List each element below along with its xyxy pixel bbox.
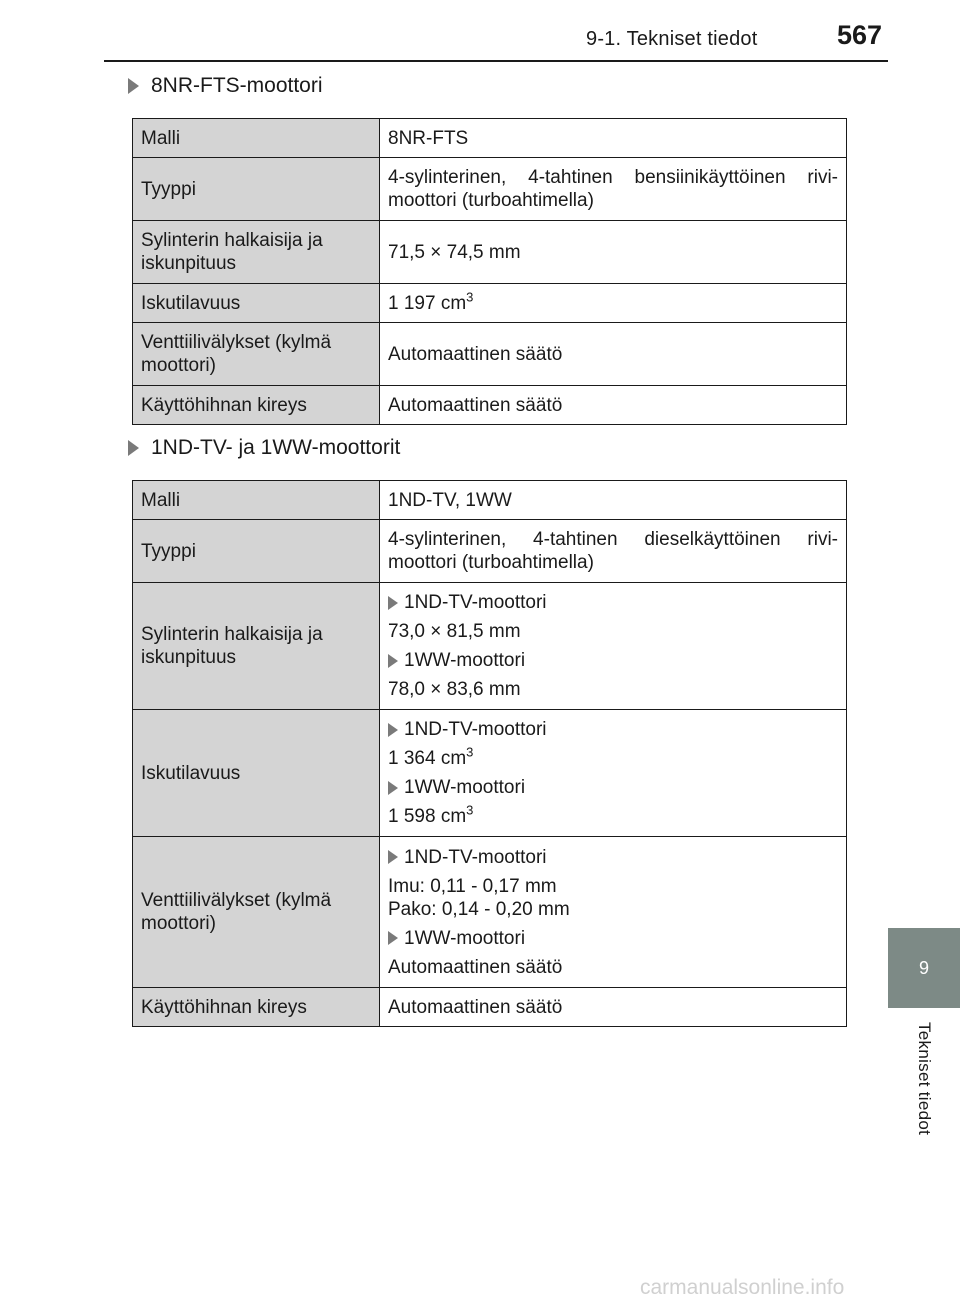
row-value xyxy=(380,837,847,988)
chapter-tab xyxy=(888,928,960,1008)
row-value xyxy=(380,284,847,323)
displacement-value: 1 598 cm xyxy=(388,806,467,827)
table-row xyxy=(133,988,847,1027)
engine-name: 1WW-moottori xyxy=(404,927,526,949)
table-row xyxy=(133,583,847,710)
chapter-side-label-text: Tekniset tiedot xyxy=(915,1022,934,1136)
intake-clearance: Imu: 0,11 - 0,17 mm xyxy=(388,875,557,897)
triangle-bullet-icon xyxy=(388,723,398,737)
section-heading-text: 1ND-TV- ja 1WW-moottorit xyxy=(151,436,401,459)
row-value: Automaattinen säätö xyxy=(380,988,847,1027)
row-label: Iskutilavuus xyxy=(133,284,380,323)
header-divider xyxy=(104,60,888,62)
engine-subheading xyxy=(388,927,838,950)
triangle-bullet-icon xyxy=(388,596,398,610)
section-heading-1nd-1ww xyxy=(128,436,400,460)
triangle-bullet-icon xyxy=(388,931,398,945)
row-value: 4-sylinterinen, 4-tahtinen bensiinikäyttöinen rivi-moottori (turboahtimella) xyxy=(380,158,847,221)
triangle-bullet-icon xyxy=(128,78,139,94)
watermark: carmanualsonline.info xyxy=(640,1276,845,1299)
displacement-value: 1 197 cm xyxy=(388,292,467,314)
page-number: 567 xyxy=(836,20,882,50)
row-label: Iskutilavuus xyxy=(133,710,380,837)
row-value: 4-sylinterinen, 4-tahtinen dieselkäyttöinen rivi-moottori (turboahtimella) xyxy=(380,520,847,583)
engine-subheading xyxy=(388,718,838,741)
row-label: Venttiilivälykset (kylmä moottori) xyxy=(133,323,380,386)
engine-value: 78,0 × 83,6 mm xyxy=(388,679,521,700)
row-label: Tyyppi xyxy=(133,158,380,221)
row-value: Automaattinen säätö xyxy=(380,386,847,425)
row-value: Automaattinen säätö xyxy=(380,323,847,386)
row-value xyxy=(380,583,847,710)
table-row xyxy=(133,386,847,425)
superscript: 3 xyxy=(466,802,474,818)
section-heading-text: 8NR-FTS-moottori xyxy=(151,74,323,97)
row-value: 71,5 × 74,5 mm xyxy=(380,221,847,284)
row-label: Malli xyxy=(133,481,380,520)
engine-name: 1ND-TV-moottori xyxy=(404,719,547,740)
table-row xyxy=(133,284,847,323)
triangle-bullet-icon xyxy=(128,440,139,456)
table-row xyxy=(133,158,847,221)
triangle-bullet-icon xyxy=(388,781,398,795)
engine-value: 73,0 × 81,5 mm xyxy=(388,621,521,642)
chapter-side-label xyxy=(888,1022,960,1152)
chapter-title: 9-1. Tekniset tiedot xyxy=(586,28,758,50)
row-value xyxy=(380,710,847,837)
table-row xyxy=(133,481,847,520)
row-value: 1ND-TV, 1WW xyxy=(380,481,847,520)
spec-table-1nd-1ww xyxy=(132,480,847,1027)
displacement-value: 1 364 cm xyxy=(388,748,467,769)
engine-value: Automaattinen säätö xyxy=(388,956,563,978)
row-label: Venttiilivälykset (kylmä moottori) xyxy=(133,837,380,988)
engine-subheading xyxy=(388,776,838,799)
engine-subheading xyxy=(388,591,838,614)
table-row xyxy=(133,837,847,988)
row-label: Käyttöhihnan kireys xyxy=(133,386,380,425)
engine-name: 1ND-TV-moottori xyxy=(404,592,547,613)
engine-value xyxy=(388,744,838,770)
exhaust-clearance: Pako: 0,14 - 0,20 mm xyxy=(388,898,570,920)
table-row xyxy=(133,119,847,158)
spec-table-8nr-fts xyxy=(132,118,847,425)
triangle-bullet-icon xyxy=(388,654,398,668)
section-heading-8nr-fts xyxy=(128,74,323,98)
chapter-number: 9 xyxy=(918,957,929,978)
row-label: Tyyppi xyxy=(133,520,380,583)
engine-name: 1WW-moottori xyxy=(404,777,526,798)
table-row xyxy=(133,710,847,837)
engine-value xyxy=(388,802,838,828)
table-row xyxy=(133,520,847,583)
table-row xyxy=(133,323,847,386)
engine-subheading xyxy=(388,649,838,672)
row-value: 8NR-FTS xyxy=(380,119,847,158)
table-row xyxy=(133,221,847,284)
superscript: 3 xyxy=(466,744,474,760)
superscript: 3 xyxy=(466,289,474,305)
row-label: Käyttöhihnan kireys xyxy=(133,988,380,1027)
engine-name: 1ND-TV-moottori xyxy=(404,846,547,868)
triangle-bullet-icon xyxy=(388,850,398,864)
row-label: Sylinterin halkaisija ja iskunpituus xyxy=(133,221,380,284)
engine-name: 1WW-moottori xyxy=(404,650,526,671)
engine-subheading xyxy=(388,846,838,869)
row-label: Malli xyxy=(133,119,380,158)
row-label: Sylinterin halkaisija ja iskunpituus xyxy=(133,583,380,710)
